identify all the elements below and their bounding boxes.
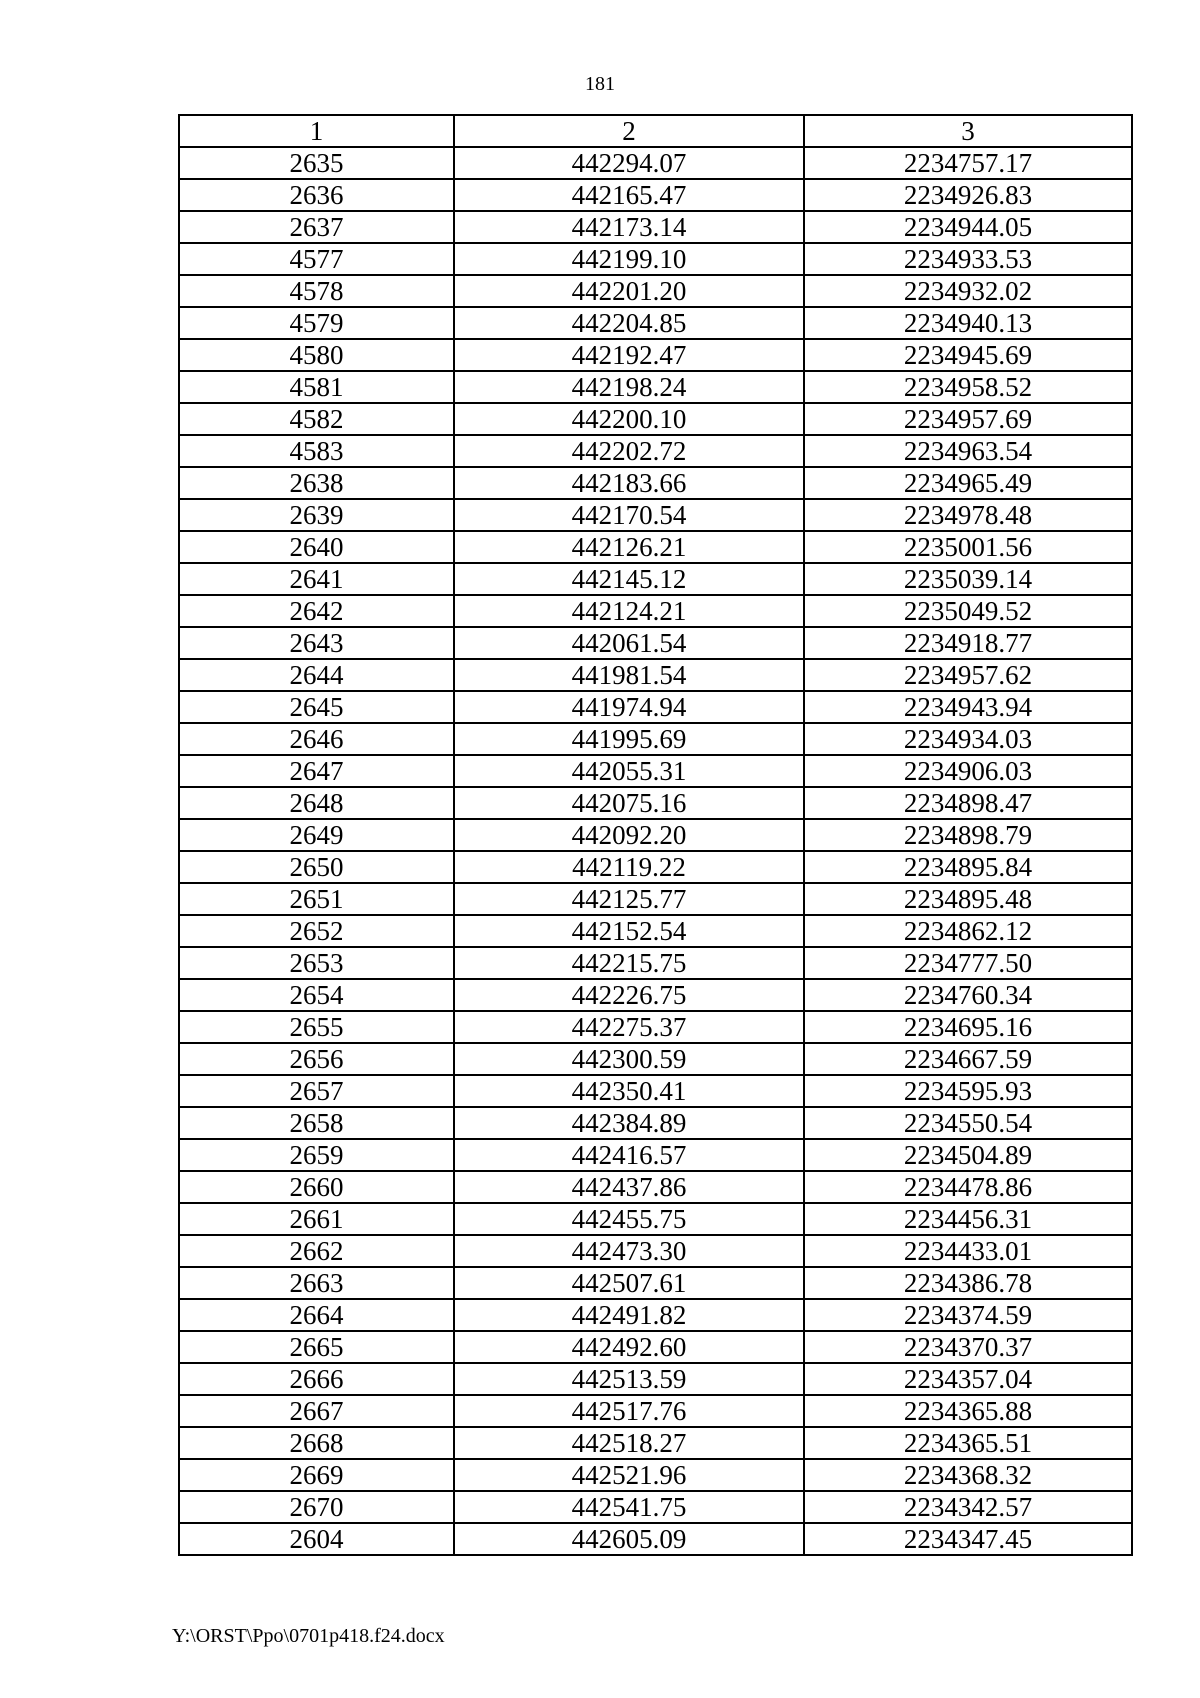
x-coordinate-cell: 442416.57 [454,1139,804,1171]
x-coordinate-cell: 442202.72 [454,435,804,467]
y-coordinate-cell: 2234932.02 [804,275,1132,307]
footer-file-path: Y:\ORST\Ppo\0701p418.f24.docx [172,1625,445,1647]
table-row [179,627,1132,659]
x-coordinate-cell: 442145.12 [454,563,804,595]
y-coordinate-cell: 2234943.94 [804,691,1132,723]
x-coordinate-cell: 442491.82 [454,1299,804,1331]
x-coordinate-cell: 442518.27 [454,1427,804,1459]
header-cell-3: 3 [804,115,1132,147]
header-cell-1: 1 [179,115,454,147]
point-number-cell: 2648 [179,787,454,819]
y-coordinate-cell: 2234433.01 [804,1235,1132,1267]
table-row [179,1171,1132,1203]
x-coordinate-cell: 442119.22 [454,851,804,883]
x-coordinate-cell: 442126.21 [454,531,804,563]
y-coordinate-cell: 2234550.54 [804,1107,1132,1139]
table-row [179,531,1132,563]
y-coordinate-cell: 2234926.83 [804,179,1132,211]
x-coordinate-cell: 442473.30 [454,1235,804,1267]
x-coordinate-cell: 442092.20 [454,819,804,851]
point-number-cell: 2639 [179,499,454,531]
point-number-cell: 4577 [179,243,454,275]
x-coordinate-cell: 442200.10 [454,403,804,435]
x-coordinate-cell: 442492.60 [454,1331,804,1363]
x-coordinate-cell: 442384.89 [454,1107,804,1139]
table-row [179,147,1132,179]
point-number-cell: 2643 [179,627,454,659]
x-coordinate-cell: 442300.59 [454,1043,804,1075]
x-coordinate-cell: 442275.37 [454,1011,804,1043]
x-coordinate-cell: 442173.14 [454,211,804,243]
table-row [179,1363,1132,1395]
x-coordinate-cell: 442055.31 [454,755,804,787]
y-coordinate-cell: 2234365.88 [804,1395,1132,1427]
point-number-cell: 2664 [179,1299,454,1331]
table-row [179,563,1132,595]
table-row [179,435,1132,467]
table-row [179,723,1132,755]
y-coordinate-cell: 2234978.48 [804,499,1132,531]
y-coordinate-cell: 2234695.16 [804,1011,1132,1043]
y-coordinate-cell: 2234934.03 [804,723,1132,755]
x-coordinate-cell: 442513.59 [454,1363,804,1395]
x-coordinate-cell: 442204.85 [454,307,804,339]
table-row [179,755,1132,787]
table-row [179,1075,1132,1107]
y-coordinate-cell: 2235039.14 [804,563,1132,595]
point-number-cell: 2661 [179,1203,454,1235]
table-row [179,659,1132,691]
y-coordinate-cell: 2234347.45 [804,1523,1132,1555]
point-number-cell: 4582 [179,403,454,435]
y-coordinate-cell: 2234595.93 [804,1075,1132,1107]
table-row [179,1491,1132,1523]
point-number-cell: 2645 [179,691,454,723]
x-coordinate-cell: 442605.09 [454,1523,804,1555]
table-row [179,1427,1132,1459]
x-coordinate-cell: 442215.75 [454,947,804,979]
x-coordinate-cell: 442201.20 [454,275,804,307]
table-row [179,179,1132,211]
x-coordinate-cell: 442125.77 [454,883,804,915]
x-coordinate-cell: 442152.54 [454,915,804,947]
y-coordinate-cell: 2234965.49 [804,467,1132,499]
x-coordinate-cell: 442455.75 [454,1203,804,1235]
y-coordinate-cell: 2234958.52 [804,371,1132,403]
y-coordinate-cell: 2234456.31 [804,1203,1132,1235]
table-row [179,947,1132,979]
y-coordinate-cell: 2234895.84 [804,851,1132,883]
y-coordinate-cell: 2234945.69 [804,339,1132,371]
x-coordinate-cell: 441981.54 [454,659,804,691]
point-number-cell: 2647 [179,755,454,787]
point-number-cell: 2658 [179,1107,454,1139]
table-row [179,1107,1132,1139]
x-coordinate-cell: 442437.86 [454,1171,804,1203]
table-row [179,307,1132,339]
x-coordinate-cell: 442075.16 [454,787,804,819]
point-number-cell: 2656 [179,1043,454,1075]
point-number-cell: 2642 [179,595,454,627]
table-row [179,1331,1132,1363]
point-number-cell: 2668 [179,1427,454,1459]
table-row [179,339,1132,371]
y-coordinate-cell: 2234368.32 [804,1459,1132,1491]
y-coordinate-cell: 2235001.56 [804,531,1132,563]
table-row [179,787,1132,819]
y-coordinate-cell: 2234374.59 [804,1299,1132,1331]
x-coordinate-cell: 442517.76 [454,1395,804,1427]
y-coordinate-cell: 2234757.17 [804,147,1132,179]
y-coordinate-cell: 2234862.12 [804,915,1132,947]
table-row [179,819,1132,851]
point-number-cell: 2669 [179,1459,454,1491]
y-coordinate-cell: 2234898.79 [804,819,1132,851]
point-number-cell: 2662 [179,1235,454,1267]
point-number-cell: 2654 [179,979,454,1011]
table-row [179,371,1132,403]
y-coordinate-cell: 2234386.78 [804,1267,1132,1299]
y-coordinate-cell: 2234357.04 [804,1363,1132,1395]
point-number-cell: 2651 [179,883,454,915]
point-number-cell: 2655 [179,1011,454,1043]
table-row [179,883,1132,915]
table-row [179,243,1132,275]
point-number-cell: 4579 [179,307,454,339]
table-row [179,1011,1132,1043]
point-number-cell: 2644 [179,659,454,691]
x-coordinate-cell: 442124.21 [454,595,804,627]
y-coordinate-cell: 2234342.57 [804,1491,1132,1523]
y-coordinate-cell: 2235049.52 [804,595,1132,627]
y-coordinate-cell: 2234918.77 [804,627,1132,659]
y-coordinate-cell: 2234906.03 [804,755,1132,787]
point-number-cell: 2635 [179,147,454,179]
point-number-cell: 2604 [179,1523,454,1555]
x-coordinate-cell: 442294.07 [454,147,804,179]
table-body [179,147,1132,1555]
point-number-cell: 2652 [179,915,454,947]
y-coordinate-cell: 2234365.51 [804,1427,1132,1459]
y-coordinate-cell: 2234963.54 [804,435,1132,467]
point-number-cell: 2637 [179,211,454,243]
y-coordinate-cell: 2234957.62 [804,659,1132,691]
point-number-cell: 4583 [179,435,454,467]
table-row [179,211,1132,243]
point-number-cell: 2650 [179,851,454,883]
x-coordinate-cell: 442350.41 [454,1075,804,1107]
table-row [179,499,1132,531]
header-cell-2: 2 [454,115,804,147]
x-coordinate-cell: 441974.94 [454,691,804,723]
point-number-cell: 2653 [179,947,454,979]
table-row [179,1043,1132,1075]
y-coordinate-cell: 2234895.48 [804,883,1132,915]
y-coordinate-cell: 2234777.50 [804,947,1132,979]
x-coordinate-cell: 442226.75 [454,979,804,1011]
table-row [179,915,1132,947]
point-number-cell: 2641 [179,563,454,595]
y-coordinate-cell: 2234898.47 [804,787,1132,819]
table-row [179,467,1132,499]
table-row [179,403,1132,435]
x-coordinate-cell: 442521.96 [454,1459,804,1491]
point-number-cell: 2657 [179,1075,454,1107]
page-number: 181 [585,73,615,95]
point-number-cell: 2636 [179,179,454,211]
y-coordinate-cell: 2234940.13 [804,307,1132,339]
x-coordinate-cell: 442199.10 [454,243,804,275]
point-number-cell: 2666 [179,1363,454,1395]
y-coordinate-cell: 2234933.53 [804,243,1132,275]
table-row [179,1459,1132,1491]
point-number-cell: 4581 [179,371,454,403]
y-coordinate-cell: 2234370.37 [804,1331,1132,1363]
x-coordinate-cell: 442192.47 [454,339,804,371]
table-row [179,1395,1132,1427]
y-coordinate-cell: 2234667.59 [804,1043,1132,1075]
x-coordinate-cell: 442170.54 [454,499,804,531]
x-coordinate-cell: 442165.47 [454,179,804,211]
y-coordinate-cell: 2234504.89 [804,1139,1132,1171]
table-row [179,1523,1132,1555]
table-header-row [179,115,1132,147]
table-row [179,595,1132,627]
point-number-cell: 2649 [179,819,454,851]
y-coordinate-cell: 2234957.69 [804,403,1132,435]
x-coordinate-cell: 442541.75 [454,1491,804,1523]
x-coordinate-cell: 442507.61 [454,1267,804,1299]
table-row [179,691,1132,723]
point-number-cell: 2665 [179,1331,454,1363]
point-number-cell: 2660 [179,1171,454,1203]
point-number-cell: 4578 [179,275,454,307]
y-coordinate-cell: 2234760.34 [804,979,1132,1011]
point-number-cell: 2659 [179,1139,454,1171]
x-coordinate-cell: 441995.69 [454,723,804,755]
point-number-cell: 2670 [179,1491,454,1523]
y-coordinate-cell: 2234478.86 [804,1171,1132,1203]
table-row [179,1299,1132,1331]
point-number-cell: 2638 [179,467,454,499]
table-row [179,1139,1132,1171]
x-coordinate-cell: 442198.24 [454,371,804,403]
table-row [179,1267,1132,1299]
table-row [179,851,1132,883]
point-number-cell: 2646 [179,723,454,755]
point-number-cell: 2663 [179,1267,454,1299]
point-number-cell: 2667 [179,1395,454,1427]
point-number-cell: 4580 [179,339,454,371]
y-coordinate-cell: 2234944.05 [804,211,1132,243]
table-row [179,275,1132,307]
coordinates-table [178,114,1133,1556]
x-coordinate-cell: 442061.54 [454,627,804,659]
point-number-cell: 2640 [179,531,454,563]
table-row [179,1203,1132,1235]
x-coordinate-cell: 442183.66 [454,467,804,499]
table-row [179,1235,1132,1267]
table-row [179,979,1132,1011]
